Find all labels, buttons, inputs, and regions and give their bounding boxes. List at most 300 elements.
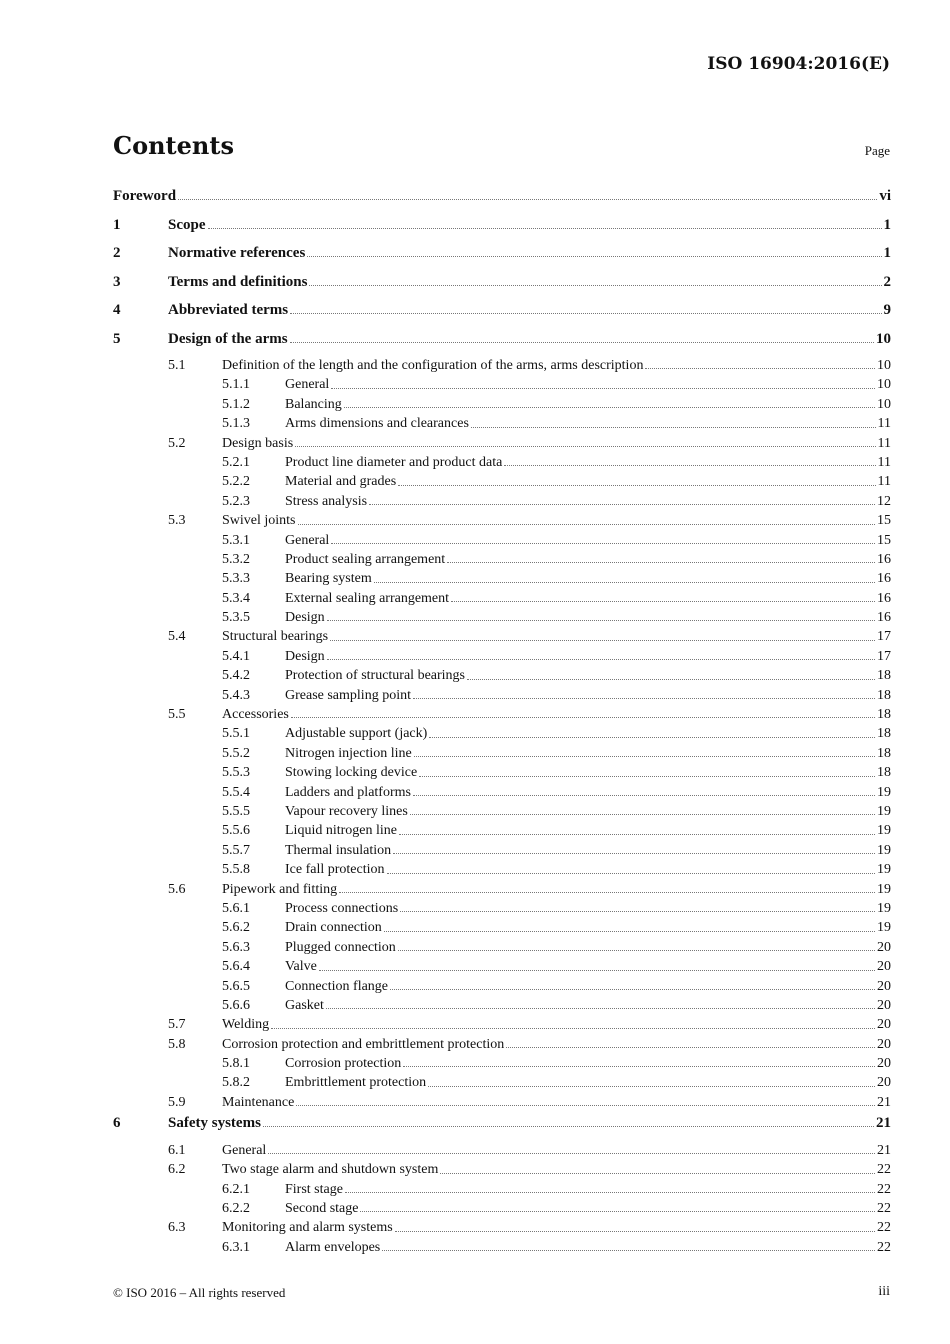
dot-leader <box>208 214 882 229</box>
toc-entry-title[interactable]: Nitrogen injection line <box>285 744 414 763</box>
toc-entry[interactable] <box>113 802 891 821</box>
toc-entry-number: 5.7 <box>168 1017 186 1033</box>
toc-entry[interactable] <box>113 1218 891 1237</box>
toc-entry-title[interactable]: External sealing arrangement <box>285 589 451 608</box>
toc-entry-title[interactable]: General <box>285 531 331 550</box>
toc-entry-number: 5.5.1 <box>222 726 250 742</box>
dot-leader <box>506 1035 875 1048</box>
toc-entry[interactable] <box>113 918 891 937</box>
toc-entry-number: 5.6.6 <box>222 997 250 1013</box>
toc-entry-page[interactable]: 18 <box>877 765 891 781</box>
toc-entry-title[interactable]: Corrosion protection and embrittlement protection <box>222 1035 506 1054</box>
toc-entry-line <box>285 531 891 550</box>
toc-entry-line <box>222 511 891 530</box>
dot-leader <box>414 744 875 757</box>
toc-entry-line <box>285 1199 891 1218</box>
dot-leader <box>413 783 875 796</box>
toc-entry-title[interactable]: Definition of the length and the configuration of the arms, arms description <box>222 356 645 375</box>
toc-entry-page[interactable]: 20 <box>877 1056 891 1072</box>
dot-leader <box>331 531 875 544</box>
toc-entry-page[interactable]: 21 <box>876 1115 891 1132</box>
toc-entry-line <box>222 1141 891 1160</box>
toc-entry-number: 5.6 <box>168 881 186 897</box>
dot-leader <box>327 647 875 660</box>
toc-entry-line <box>285 763 891 782</box>
toc-entry-title[interactable]: Structural bearings <box>222 627 330 646</box>
toc-entry[interactable] <box>113 647 891 666</box>
dot-leader <box>384 918 875 931</box>
toc-entry-title[interactable]: Accessories <box>222 705 291 724</box>
toc-entry[interactable] <box>113 724 891 743</box>
toc-entry[interactable] <box>113 744 891 763</box>
dot-leader <box>339 880 875 893</box>
toc-entry-line <box>285 860 891 879</box>
toc-entry-line <box>168 299 891 322</box>
toc-entry-title[interactable]: Ice fall protection <box>285 860 387 879</box>
toc-entry-page[interactable]: 20 <box>877 978 891 994</box>
toc-entry-title[interactable]: Abbreviated terms <box>168 299 290 322</box>
toc-entry-line <box>222 1160 891 1179</box>
dot-leader <box>326 996 875 1009</box>
toc-entry-number: 5.6.5 <box>222 978 250 994</box>
toc-entry-number: 5.1 <box>168 358 186 373</box>
toc-entry-line <box>285 1054 891 1073</box>
toc-entry-title[interactable]: Monitoring and alarm systems <box>222 1218 395 1237</box>
toc-entry-page[interactable]: 22 <box>877 1162 891 1178</box>
toc-entry-number: 5.1.2 <box>222 396 250 412</box>
dot-leader <box>390 977 875 990</box>
toc-entry-title[interactable]: General <box>222 1141 268 1160</box>
toc-entry[interactable] <box>113 328 891 357</box>
dot-leader <box>374 569 875 582</box>
toc-entry-page[interactable]: 19 <box>877 784 891 800</box>
toc-entry-number: 5.3.2 <box>222 551 250 567</box>
toc-entry-line <box>222 627 891 646</box>
toc-entry-line <box>222 880 891 899</box>
dot-leader <box>263 1112 874 1127</box>
toc-entry-title[interactable]: Design basis <box>222 434 295 453</box>
page-title: Contents <box>113 131 234 160</box>
toc-entry[interactable] <box>113 1199 891 1218</box>
toc-entry[interactable] <box>113 569 891 588</box>
toc-entry[interactable] <box>113 957 891 976</box>
toc-entry-number: 5.4 <box>168 629 186 645</box>
toc-entry-line <box>222 1218 891 1237</box>
toc-entry[interactable] <box>113 1073 891 1092</box>
toc-entry[interactable] <box>113 608 891 627</box>
toc-entry-line <box>285 492 891 511</box>
toc-entry-title[interactable]: Stowing locking device <box>285 763 419 782</box>
toc-entry-title[interactable]: Balancing <box>285 395 344 414</box>
toc-entry-title[interactable]: Foreword <box>113 185 178 208</box>
toc-entry-title[interactable]: Embrittlement protection <box>285 1073 428 1092</box>
dot-leader <box>429 724 875 737</box>
toc-entry-number: 5.1.1 <box>222 377 250 393</box>
toc-entry-title[interactable]: Normative references <box>168 242 307 265</box>
toc-entry-page[interactable]: 19 <box>877 842 891 858</box>
toc-entry-page[interactable]: 18 <box>877 745 891 761</box>
toc-entry-page[interactable]: 16 <box>877 551 891 567</box>
toc-entry[interactable] <box>113 395 891 414</box>
toc-entry-page[interactable]: 21 <box>877 1142 891 1158</box>
toc-entry-title[interactable]: Protection of structural bearings <box>285 666 467 685</box>
toc-entry-page[interactable]: 10 <box>877 377 891 393</box>
toc-entry[interactable] <box>113 1112 891 1141</box>
dot-leader <box>645 356 875 369</box>
toc-entry[interactable] <box>113 666 891 685</box>
toc-entry-title[interactable]: Swivel joints <box>222 511 298 530</box>
toc-entry-line <box>285 395 891 414</box>
toc-entry-title[interactable]: Process connections <box>285 899 400 918</box>
toc-entry-title[interactable]: Design of the arms <box>168 328 290 351</box>
toc-entry[interactable] <box>113 214 891 243</box>
dot-leader <box>309 271 881 286</box>
toc-entry-number: 5.2.1 <box>222 454 250 470</box>
dot-leader <box>419 763 875 776</box>
toc-entry-page[interactable]: 22 <box>877 1200 891 1216</box>
toc-entry-line <box>285 821 891 840</box>
toc-entry-page[interactable]: vi <box>879 188 891 204</box>
toc-entry-title[interactable]: Corrosion protection <box>285 1054 403 1073</box>
toc-entry-title[interactable]: Welding <box>222 1015 271 1034</box>
toc-entry-line <box>285 977 891 996</box>
toc-entry-page[interactable]: 11 <box>877 416 891 432</box>
toc-entry[interactable] <box>113 938 891 957</box>
dot-leader <box>451 589 875 602</box>
toc-entry-line <box>168 214 891 237</box>
toc-entry-number: 5 <box>113 330 121 347</box>
toc-entry-number: 5.5.4 <box>222 784 250 800</box>
toc-entry-title[interactable]: Valve <box>285 957 319 976</box>
toc-entry-number: 5.5.6 <box>222 823 250 839</box>
toc-entry-line <box>285 1180 891 1199</box>
toc-entry-page[interactable]: 19 <box>877 823 891 839</box>
dot-leader <box>399 821 875 834</box>
toc-entry-line <box>168 242 891 265</box>
toc-entry-line <box>285 899 891 918</box>
toc-entry-page[interactable]: 18 <box>877 687 891 703</box>
toc-entry-page[interactable]: 20 <box>877 959 891 975</box>
toc-entry-title[interactable]: Alarm envelopes <box>285 1238 382 1257</box>
toc-entry[interactable] <box>113 1141 891 1160</box>
toc-entry-page[interactable]: 11 <box>877 474 891 490</box>
toc-entry-title[interactable]: Safety systems <box>168 1112 263 1135</box>
toc-entry-title[interactable]: Design <box>285 647 327 666</box>
toc-entry-line <box>222 356 891 375</box>
toc-entry[interactable] <box>113 880 891 899</box>
toc-entry-page[interactable]: 15 <box>877 532 891 548</box>
toc-entry-number: 2 <box>113 245 121 261</box>
toc-entry-page[interactable]: 19 <box>877 920 891 936</box>
toc-entry-title[interactable]: Plugged connection <box>285 938 398 957</box>
toc-entry-page[interactable]: 15 <box>877 513 891 529</box>
toc-entry-line <box>285 569 891 588</box>
toc-entry-line <box>285 472 891 491</box>
toc-entry[interactable] <box>113 686 891 705</box>
toc-entry-line <box>285 918 891 937</box>
toc-entry[interactable] <box>113 783 891 802</box>
toc-entry-number: 4 <box>113 302 121 318</box>
toc-entry-title[interactable]: Maintenance <box>222 1093 296 1112</box>
toc-entry-number: 6.2 <box>168 1162 186 1178</box>
toc-entry-page[interactable]: 20 <box>877 1075 891 1091</box>
toc-entry-page[interactable]: 18 <box>877 668 891 684</box>
toc-entry-line <box>285 589 891 608</box>
toc-entry-page[interactable]: 19 <box>877 862 891 878</box>
dot-leader <box>471 414 876 427</box>
toc-entry-number: 1 <box>113 216 121 233</box>
toc-entry-page[interactable]: 16 <box>877 571 891 587</box>
toc-entry[interactable] <box>113 550 891 569</box>
toc-entry[interactable] <box>113 242 891 271</box>
dot-leader <box>268 1141 875 1154</box>
dot-leader <box>271 1015 875 1028</box>
toc-entry-number: 6.2.2 <box>222 1200 250 1216</box>
toc-entry-line <box>285 1238 891 1257</box>
toc-entry-page[interactable]: 1 <box>883 216 891 233</box>
toc-entry-number: 3 <box>113 273 121 290</box>
toc-entry[interactable] <box>113 492 891 511</box>
toc-entry[interactable] <box>113 1015 891 1034</box>
toc-entry[interactable] <box>113 185 891 214</box>
toc-entry-title[interactable]: Ladders and platforms <box>285 783 413 802</box>
toc-entry-line <box>168 328 891 351</box>
dot-leader <box>369 492 875 505</box>
toc-entry-line <box>285 608 891 627</box>
toc-entry-page[interactable]: 10 <box>877 358 891 373</box>
toc-entry-line <box>285 724 891 743</box>
toc-entry-page[interactable]: 19 <box>877 803 891 819</box>
toc-entry-number: 5.5.5 <box>222 803 250 819</box>
toc-entry-title[interactable]: General <box>285 375 331 394</box>
toc-entry-page[interactable]: 9 <box>883 302 891 318</box>
dot-leader <box>504 453 875 466</box>
dot-leader <box>413 686 875 699</box>
toc-entry-page[interactable]: 22 <box>877 1239 891 1255</box>
toc-entry[interactable] <box>113 899 891 918</box>
toc-entry-page[interactable]: 20 <box>877 1017 891 1033</box>
toc-entry-number: 5.5.2 <box>222 745 250 761</box>
toc-entry[interactable] <box>113 1160 891 1179</box>
toc-entry-number: 5.8.2 <box>222 1075 250 1091</box>
toc-entry-line <box>285 802 891 821</box>
toc-entry[interactable] <box>113 996 891 1015</box>
dot-leader <box>331 375 875 388</box>
toc-entry-page[interactable]: 2 <box>883 273 891 290</box>
toc-entry-page[interactable]: 18 <box>877 707 891 723</box>
toc-entry[interactable] <box>113 271 891 300</box>
toc-entry[interactable] <box>113 453 891 472</box>
dot-leader <box>290 328 874 343</box>
toc-entry-number: 5.4.1 <box>222 648 250 664</box>
toc-entry-line <box>285 783 891 802</box>
toc-entry[interactable] <box>113 434 891 453</box>
toc-entry-number: 6.1 <box>168 1142 186 1158</box>
toc-entry-page[interactable]: 17 <box>877 648 891 664</box>
toc-entry-number: 5.6.1 <box>222 900 250 916</box>
dot-leader <box>307 242 881 257</box>
toc-entry-page[interactable]: 11 <box>877 435 891 451</box>
toc-entry[interactable] <box>113 821 891 840</box>
toc-entry[interactable] <box>113 860 891 879</box>
toc-entry[interactable] <box>113 1035 891 1054</box>
toc-entry-number: 5.8 <box>168 1036 186 1052</box>
dot-leader <box>393 841 875 854</box>
toc-entry-title[interactable]: Bearing system <box>285 569 374 588</box>
toc-entry-line <box>168 1112 891 1135</box>
toc-entry[interactable] <box>113 627 891 646</box>
toc-entry-line <box>222 1035 891 1054</box>
toc-entry[interactable] <box>113 763 891 782</box>
toc-entry-page[interactable]: 16 <box>877 590 891 606</box>
toc-entry-title[interactable]: Two stage alarm and shutdown system <box>222 1160 440 1179</box>
toc-entry-title[interactable]: Liquid nitrogen line <box>285 821 399 840</box>
toc-entry-title[interactable]: Gasket <box>285 996 326 1015</box>
toc-entry-line <box>285 996 891 1015</box>
toc-entry-title[interactable]: Scope <box>168 214 208 237</box>
toc-entry-number: 5.6.2 <box>222 920 250 936</box>
toc-entry-page[interactable]: 12 <box>877 493 891 509</box>
dot-leader <box>382 1238 875 1251</box>
toc-entry-number: 5.5.8 <box>222 862 250 878</box>
dot-leader <box>298 511 875 524</box>
toc-entry-number: 6.3.1 <box>222 1239 250 1255</box>
toc-entry-title[interactable]: Material and grades <box>285 472 398 491</box>
toc-entry-title[interactable]: Drain connection <box>285 918 384 937</box>
toc-entry-number: 6 <box>113 1115 121 1132</box>
toc-entry-line <box>285 414 891 433</box>
toc-entry-number: 5.2.2 <box>222 474 250 490</box>
toc-entry-line <box>285 647 891 666</box>
toc-entry-line <box>285 841 891 860</box>
dot-leader <box>344 395 875 408</box>
standard-id: ISO 16904:2016(E) <box>707 54 890 74</box>
toc-entry-line <box>285 744 891 763</box>
toc-entry-page[interactable]: 21 <box>877 1094 891 1110</box>
toc-entry-page[interactable]: 19 <box>877 900 891 916</box>
dot-leader <box>295 434 875 447</box>
dot-leader <box>330 627 875 640</box>
toc-entry-page[interactable]: 16 <box>877 610 891 626</box>
toc-entry-number: 5.6.4 <box>222 959 250 975</box>
toc-entry-page[interactable]: 10 <box>877 396 891 412</box>
toc-entry-number: 5.3 <box>168 513 186 529</box>
dot-leader <box>291 705 875 718</box>
toc-entry[interactable] <box>113 414 891 433</box>
toc-entry-number: 5.6.3 <box>222 939 250 955</box>
toc-entry-line <box>285 686 891 705</box>
toc-entry-number: 5.3.3 <box>222 571 250 587</box>
toc-entry-title[interactable]: Vapour recovery lines <box>285 802 410 821</box>
toc-entry[interactable] <box>113 1180 891 1199</box>
dot-leader <box>447 550 875 563</box>
toc-entry[interactable] <box>113 299 891 328</box>
toc-entry-title[interactable]: Stress analysis <box>285 492 369 511</box>
toc-entry-line <box>113 185 891 208</box>
toc-entry[interactable] <box>113 356 891 375</box>
toc-entry-title[interactable]: Second stage <box>285 1199 360 1218</box>
dot-leader <box>403 1054 875 1067</box>
toc-entry[interactable] <box>113 1093 891 1112</box>
toc-entry-number: 5.1.3 <box>222 416 250 432</box>
toc-entry-title[interactable]: First stage <box>285 1180 345 1199</box>
dot-leader <box>400 899 875 912</box>
toc-entry[interactable] <box>113 1238 891 1257</box>
dot-leader <box>398 472 875 485</box>
toc-entry-number: 5.2.3 <box>222 493 250 509</box>
toc-entry-title[interactable]: Arms dimensions and clearances <box>285 414 471 433</box>
toc-entry-line <box>285 375 891 394</box>
toc-entry-number: 5.4.3 <box>222 687 250 703</box>
toc-entry-page[interactable]: 1 <box>883 245 891 261</box>
dot-leader <box>360 1199 875 1212</box>
toc-entry[interactable] <box>113 977 891 996</box>
toc-entry-line <box>285 453 891 472</box>
toc-entry[interactable] <box>113 531 891 550</box>
toc-entry-page[interactable]: 20 <box>877 939 891 955</box>
toc-entry-number: 5.2 <box>168 435 186 451</box>
toc-entry-title[interactable]: Connection flange <box>285 977 390 996</box>
toc-entry-page[interactable]: 20 <box>877 1036 891 1052</box>
dot-leader <box>428 1073 875 1086</box>
table-of-contents <box>113 185 891 1257</box>
toc-entry-page[interactable]: 22 <box>877 1220 891 1236</box>
copyright-notice: © ISO 2016 – All rights reserved <box>113 1285 286 1300</box>
toc-entry-title[interactable]: Terms and definitions <box>168 271 309 294</box>
toc-entry-page[interactable]: 20 <box>877 997 891 1013</box>
toc-entry-page[interactable]: 19 <box>877 881 891 897</box>
dot-leader <box>178 185 877 200</box>
toc-entry-title[interactable]: Adjustable support (jack) <box>285 724 429 743</box>
toc-entry-number: 5.9 <box>168 1094 186 1110</box>
dot-leader <box>296 1093 875 1106</box>
toc-entry-page[interactable]: 18 <box>877 726 891 742</box>
toc-entry-number: 6.2.1 <box>222 1181 250 1197</box>
toc-entry-number: 5.5 <box>168 707 186 723</box>
toc-entry-line <box>285 666 891 685</box>
toc-entry-number: 5.4.2 <box>222 668 250 684</box>
toc-entry-title[interactable]: Grease sampling point <box>285 686 413 705</box>
toc-entry-number: 6.3 <box>168 1220 186 1236</box>
toc-entry[interactable] <box>113 1054 891 1073</box>
toc-entry-number: 5.3.1 <box>222 532 250 548</box>
toc-entry-title[interactable]: Thermal insulation <box>285 841 393 860</box>
toc-entry[interactable] <box>113 705 891 724</box>
toc-entry-line <box>222 1015 891 1034</box>
toc-entry-page[interactable]: 10 <box>876 330 891 347</box>
toc-entry-title[interactable]: Product sealing arrangement <box>285 550 447 569</box>
toc-entry-number: 5.5.3 <box>222 765 250 781</box>
toc-entry-page[interactable]: 22 <box>877 1181 891 1197</box>
toc-entry-line <box>285 1073 891 1092</box>
toc-entry-page[interactable]: 17 <box>877 629 891 645</box>
toc-entry-line <box>285 550 891 569</box>
toc-entry-page[interactable]: 11 <box>877 454 891 470</box>
toc-entry-title[interactable]: Design <box>285 608 327 627</box>
toc-entry[interactable] <box>113 511 891 530</box>
dot-leader <box>395 1218 875 1231</box>
toc-entry-title[interactable]: Pipework and fitting <box>222 880 339 899</box>
toc-entry-title[interactable]: Product line diameter and product data <box>285 453 504 472</box>
toc-entry[interactable] <box>113 472 891 491</box>
toc-entry[interactable] <box>113 841 891 860</box>
dot-leader <box>440 1160 875 1173</box>
dot-leader <box>290 299 881 314</box>
toc-entry[interactable] <box>113 589 891 608</box>
toc-entry[interactable] <box>113 375 891 394</box>
dot-leader <box>398 938 875 951</box>
dot-leader <box>327 608 875 621</box>
